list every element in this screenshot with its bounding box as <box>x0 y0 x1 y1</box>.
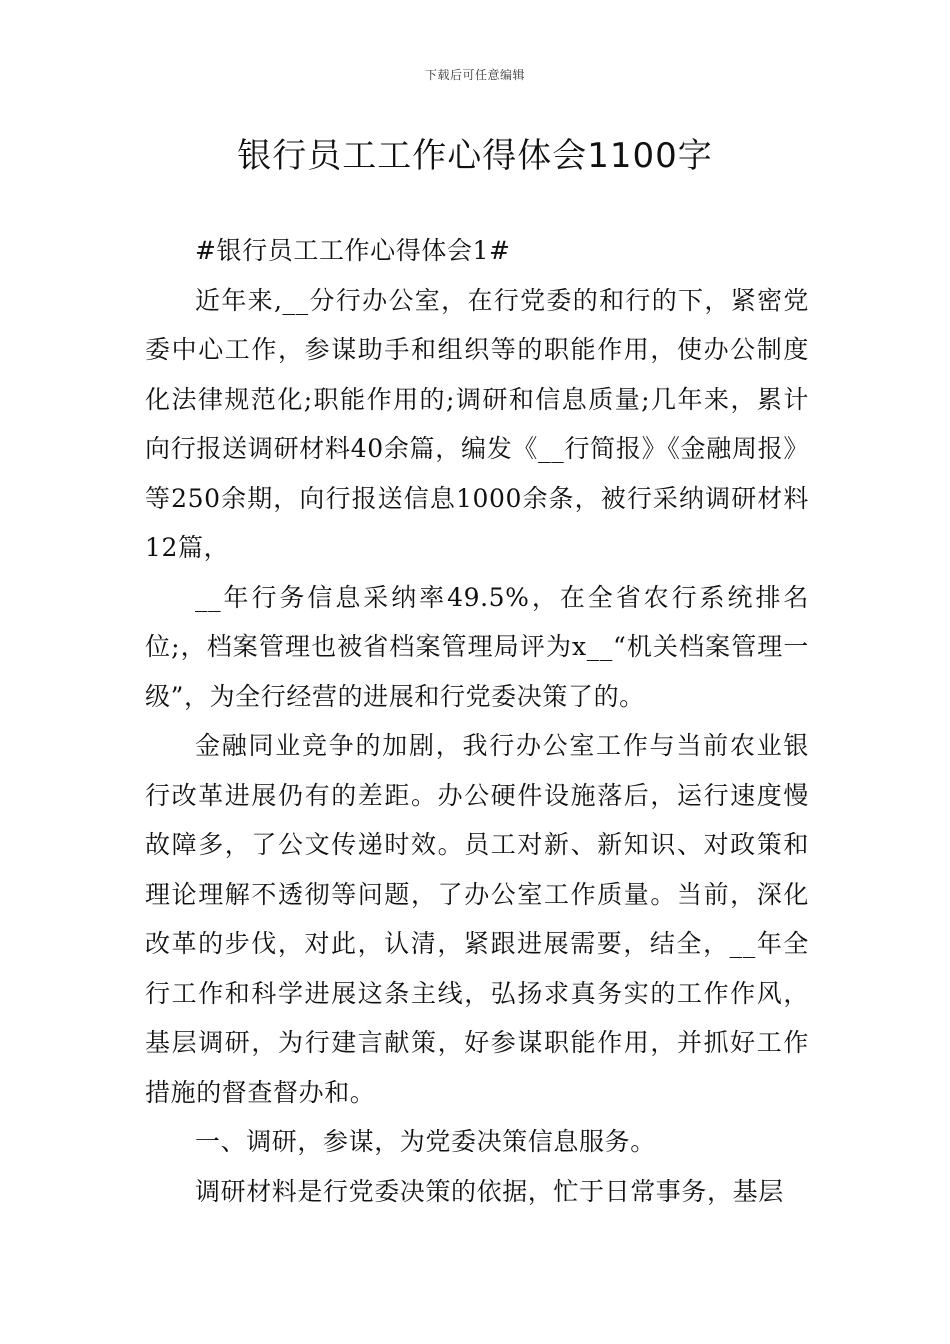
paragraph: 近年来,__分行办公室，在行党委的和行的下，紧密党委中心工作，参谋助手和组织等的职能作用，使办公制度化法律规范化;职能作用的;调研和信息质量;几年来，累计向行报送调研材料40余篇，编发《__行简报》《金融周报》等250余期，向行报送信息1000余条，被行采纳调研材料12篇， <box>145 285 809 562</box>
document-body <box>145 226 809 1216</box>
page-title: 银行员工工作心得体会1100字 <box>237 136 713 176</box>
paragraph: 调研材料是行党委决策的依据，忙于日常事务，基层 <box>195 1176 784 1206</box>
header-note: 下载后可任意编辑 <box>424 68 525 82</box>
paragraph: __年行务信息采纳率49.5%，在全省农行系统排名位;，档案管理也被省档案管理局评为x__“机关档案管理一级”，为全行经营的进展和行党委决策了的。 <box>145 582 809 711</box>
section-heading: #银行员工工作心得体会1# <box>195 236 511 265</box>
paragraph: 金融同业竞争的加剧，我行办公室工作与当前农业银行改革进展仍有的差距。办公硬件设施落后，运行速度慢故障多，了公文传递时效。员工对新、新知识、对政策和理论理解不透彻等问题，了办公室工作质量。当前，深化改革的步伐，对此，认清，紧跟进展需要，结全，__年全行工作和科学进展这条主线，弘扬求真务实的工作作风，基层调研，为行建言献策，好参谋职能作用，并抓好工作措施的督查督办和。 <box>145 731 809 1107</box>
subsection-heading: 一、调研，参谋，为党委决策信息服务。 <box>195 1127 656 1156</box>
